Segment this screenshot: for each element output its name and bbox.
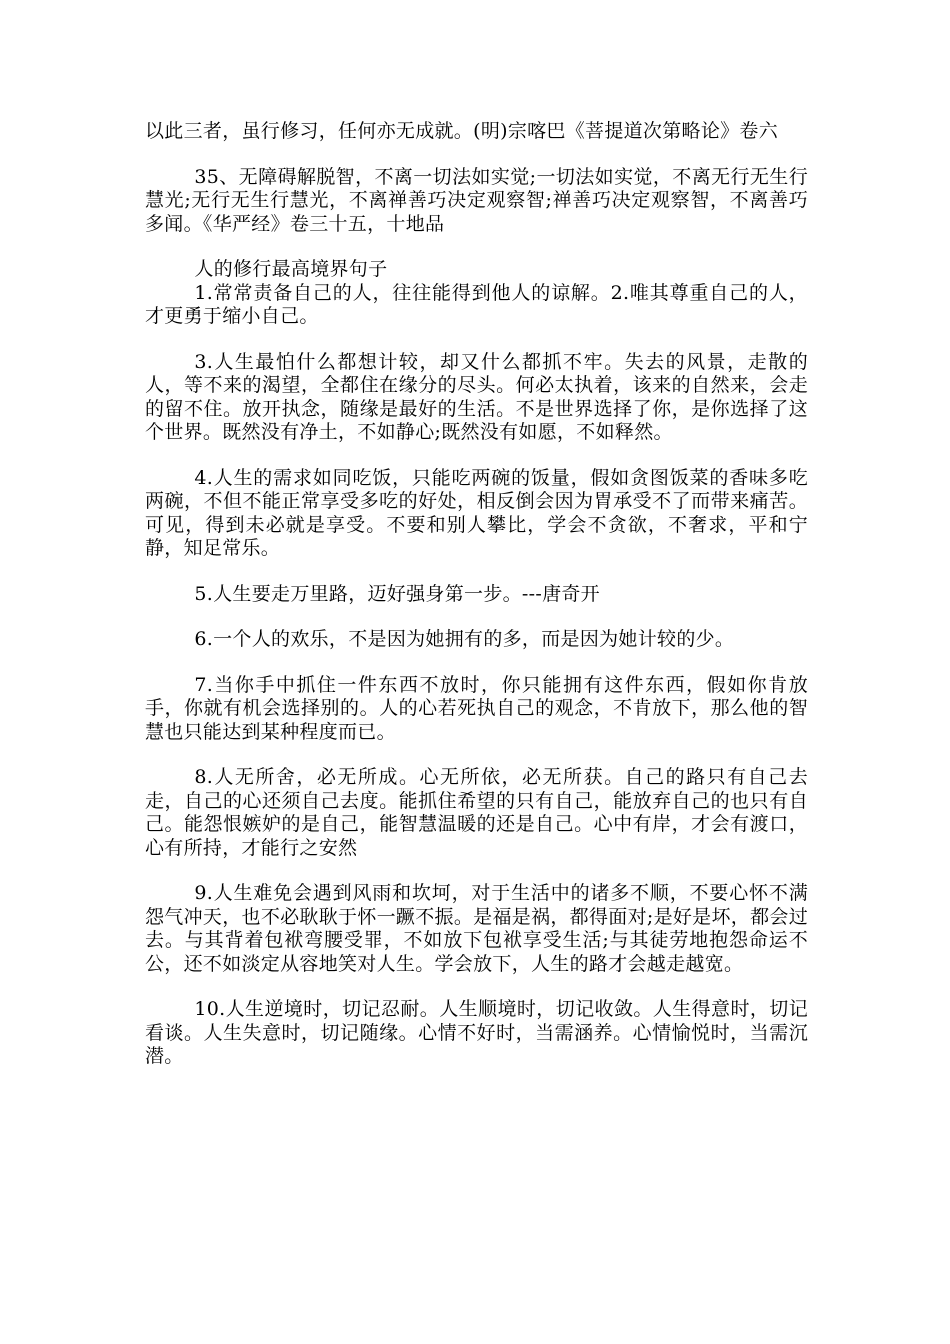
paragraph-item-4: 4.人生的需求如同吃饭，只能吃两碗的饭量，假如贪图饭菜的香味多吃两碗，不但不能正常享受多吃的好处，相反倒会因为胃承受不了而带来痛苦。可见，得到未必就是享受。不要和别人攀比，学会不贪欲，不奢求，平和宁静，知足常乐。 bbox=[145, 466, 808, 559]
paragraph-item-8: 8.人无所舍，必无所成。心无所依，必无所获。自己的路只有自己去走，自己的心还须自己去度。能抓住希望的只有自己，能放弃自己的也只有自己。能怨恨嫉妒的是自己，能智慧温暖的还是自己。心中有岸，才会有渡口，心有所持，才能行之安然 bbox=[145, 766, 808, 859]
paragraph-item-10: 10.人生逆境时，切记忍耐。人生顺境时，切记收敛。人生得意时，切记看谈。人生失意时，切记随缘。心情不好时，当需涵养。心情愉悦时，当需沉潜。 bbox=[145, 998, 808, 1067]
paragraph-item-3: 3.人生最怕什么都想计较，却又什么都抓不牢。失去的风景，走散的人，等不来的渴望，全都住在缘分的尽头。何必太执着，该来的自然来，会走的留不住。放开执念，随缘是最好的生活。不是世界选择了你，是你选择了这个世界。既然没有净土，不如静心;既然没有如愿，不如释然。 bbox=[145, 350, 808, 443]
section-heading: 人的修行最高境界句子 bbox=[194, 258, 388, 280]
paragraph-item-6: 6.一个人的欢乐，不是因为她拥有的多，而是因为她计较的少。 bbox=[194, 628, 735, 650]
paragraph-item-5: 5.人生要走万里路，迈好强身第一步。---唐奇开 bbox=[194, 582, 600, 605]
paragraph-item-1-2: 1.常常责备自己的人，往往能得到他人的谅解。2.唯其尊重自己的人，才更勇于缩小自己。 bbox=[145, 281, 808, 327]
paragraph-0: 以此三者，虽行修习，任何亦无成就。(明)宗喀巴《菩提道次第略论》卷六 bbox=[145, 120, 779, 142]
document-page bbox=[145, 120, 808, 1091]
paragraph-item-7: 7.当你手中抓住一件东西不放时，你只能拥有这件东西，假如你肯放手，你就有机会选择别的。人的心若死执自己的观念，不肯放下，那么他的智慧也只能达到某种程度而已。 bbox=[145, 673, 808, 743]
paragraph-item-9: 9.人生难免会遇到风雨和坎坷，对于生活中的诸多不顺，不要心怀不满怨气冲天，也不必耿耿于怀一蹶不振。是福是祸，都得面对;是好是坏，都会过去。与其背着包袱弯腰受罪，不如放下包袱享受生活;与其徒劳地抱怨命运不公，还不如淡定从容地笑对人生。学会放下，人生的路才会越走越宽。 bbox=[145, 882, 808, 975]
paragraph-35: 35、无障碍解脱智，不离一切法如实觉;一切法如实觉，不离无行无生行慧光;无行无生行慧光，不离禅善巧决定观察智;禅善巧决定观察智，不离善巧多闻。《华严经》卷三十五，十地品 bbox=[145, 165, 808, 235]
